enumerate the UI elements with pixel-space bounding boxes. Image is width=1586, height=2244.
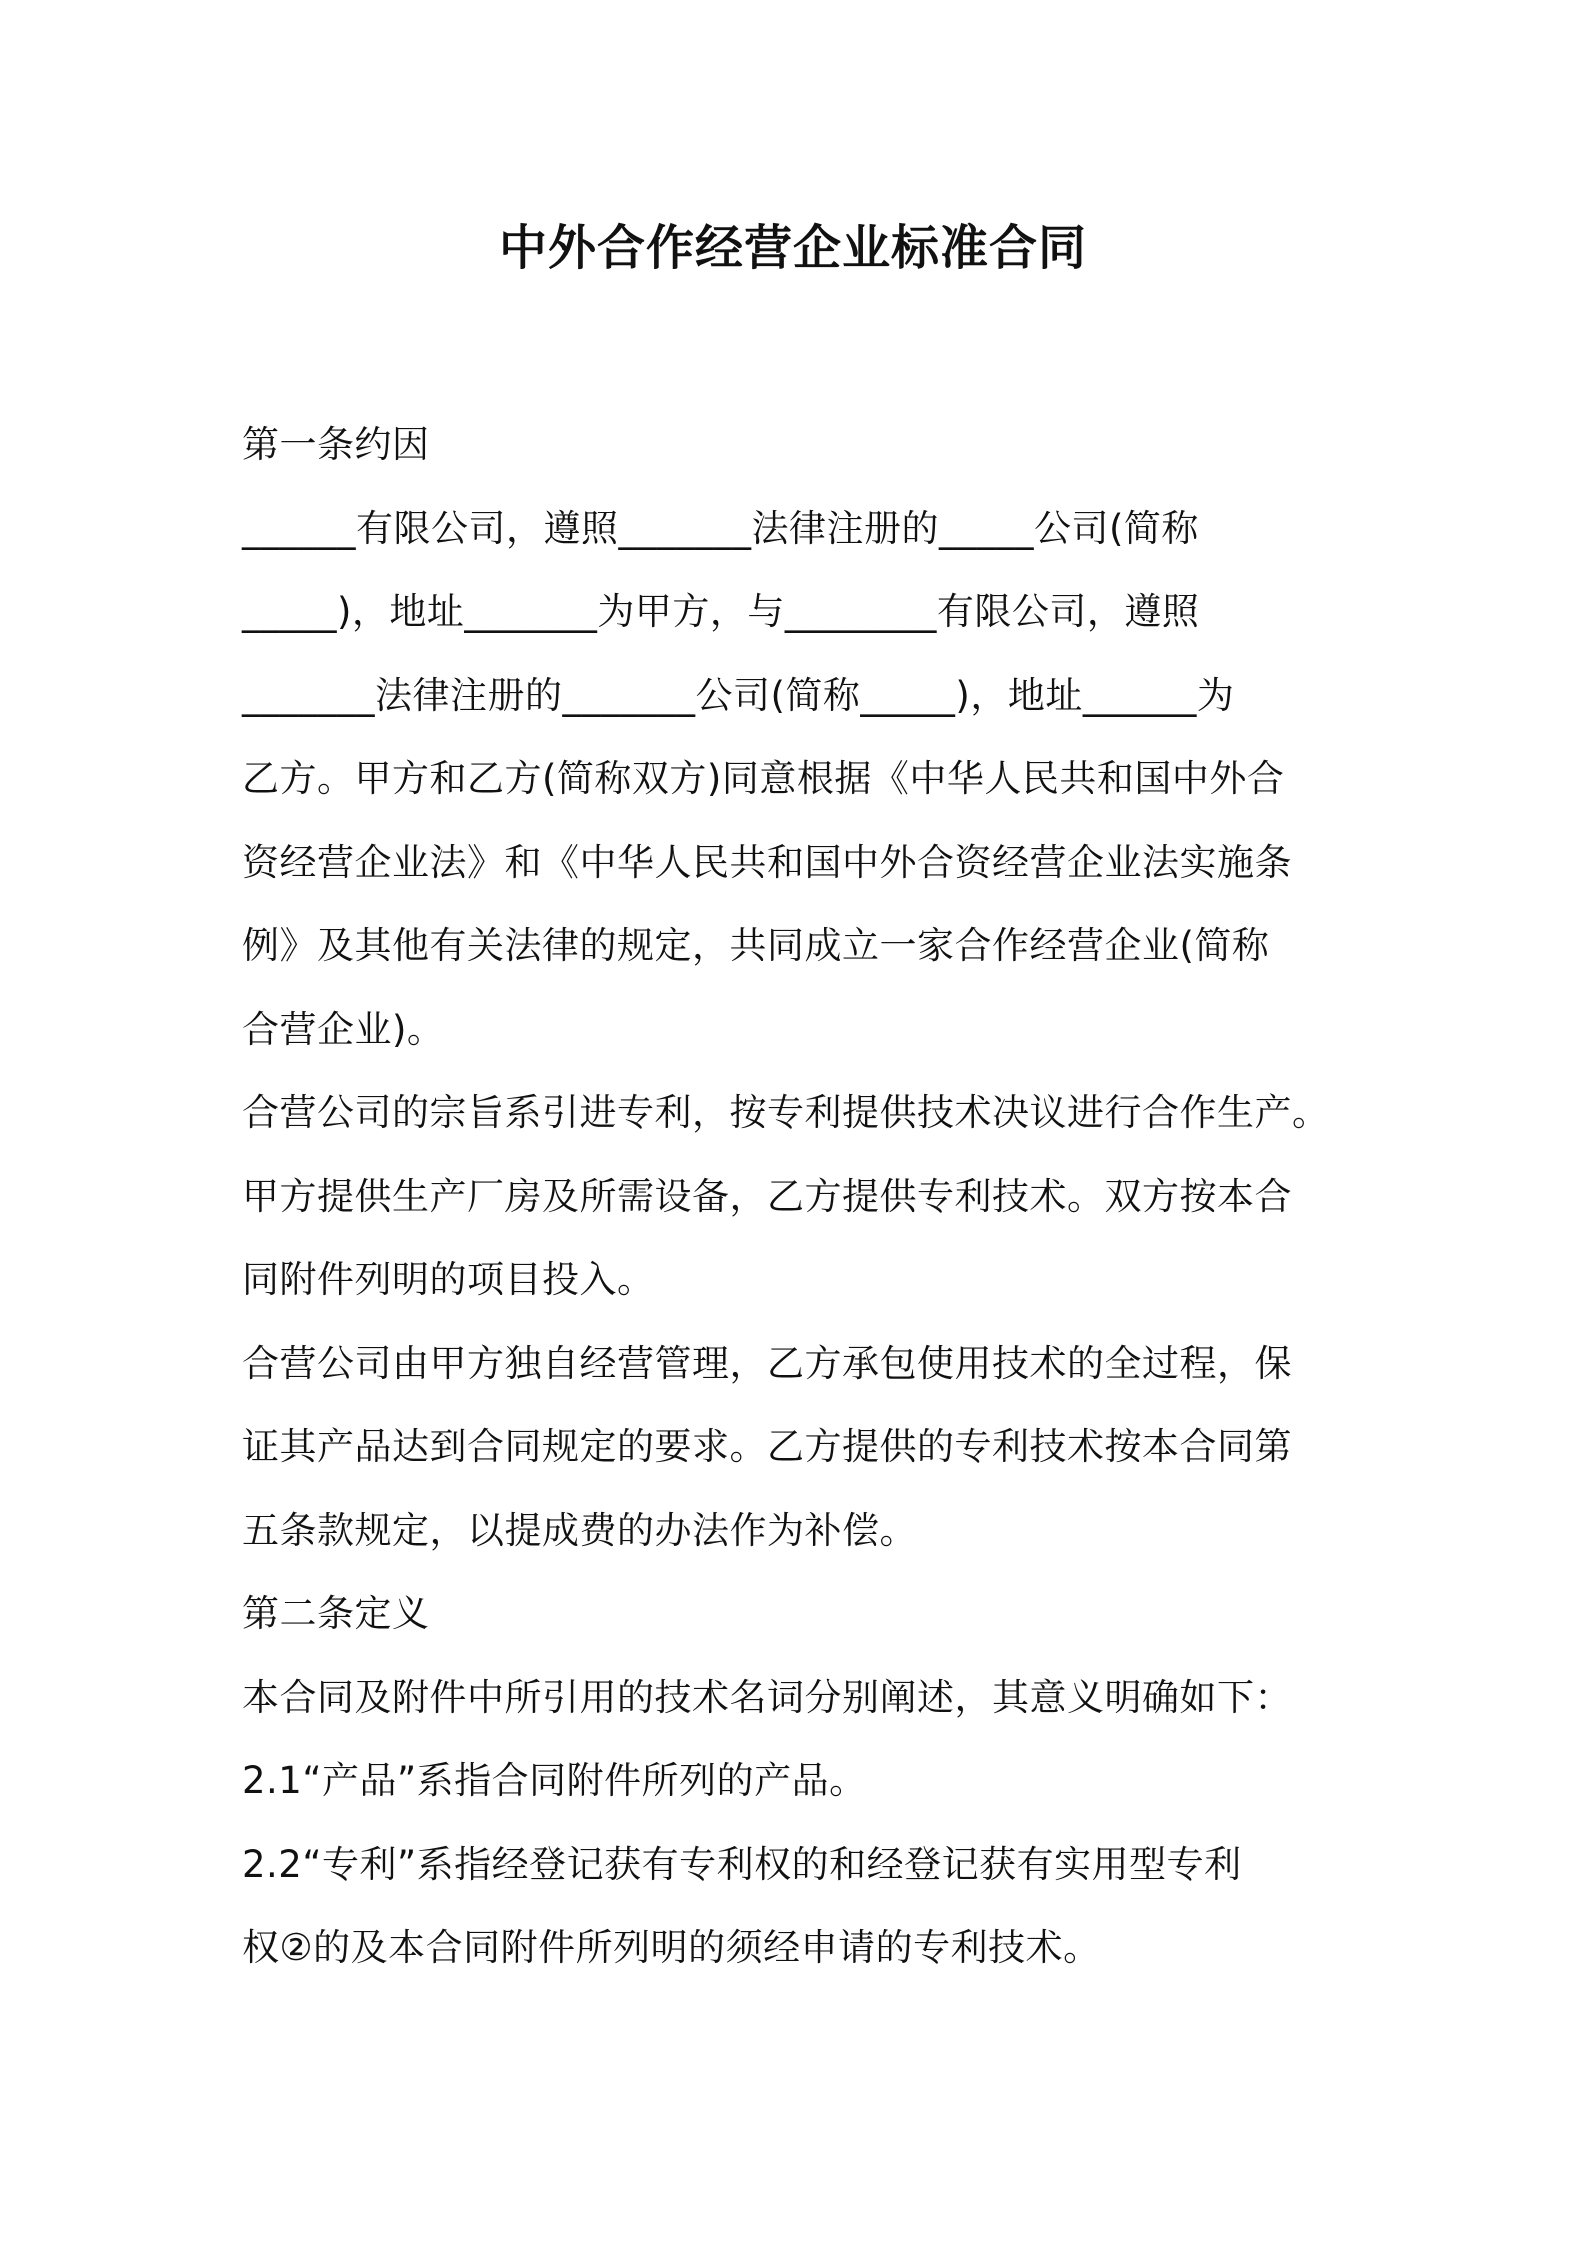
paragraph-line: 五条款规定，以提成费的办法作为补偿。 (242, 1508, 917, 1552)
article-1-heading: 第一条约因 (242, 423, 430, 466)
paragraph-line: 合营公司由甲方独自经营管理，乙方承包使用技术的全过程，保 (242, 1341, 1292, 1385)
paragraph-line: 甲方提供生产厂房及所需设备，乙方提供专利技术。双方按本合 (242, 1174, 1292, 1218)
paragraph-line: _______法律注册的_______公司(简称_____)，地址______为 (242, 673, 1235, 717)
article-2-heading: 第二条定义 (242, 1592, 430, 1635)
paragraph-line: ______有限公司，遵照_______法律注册的_____公司(简称 (242, 506, 1199, 550)
paragraph-line: _____)，地址_______为甲方，与________有限公司，遵照 (242, 590, 1200, 633)
document-title: 中外合作经营企业标准合同 (498, 220, 1087, 276)
paragraph-line: 证其产品达到合同规定的要求。乙方提供的专利技术按本合同第 (242, 1425, 1292, 1468)
definition-2-2: 2.2“专利”系指经登记获有专利权的和经登记获有实用型专利 (242, 1842, 1242, 1886)
paragraph-line: 权②的及本合同附件所列明的须经申请的专利技术。 (242, 1926, 1101, 1969)
definition-2-1: 2.1“产品”系指合同附件所列的产品。 (242, 1759, 867, 1802)
document-body (242, 403, 1372, 1990)
paragraph-line: 合营企业)。 (242, 1007, 445, 1051)
paragraph-line: 合营公司的宗旨系引进专利，按专利提供技术决议进行合作生产。 (242, 1091, 1330, 1134)
paragraph-line: 同附件列明的项目投入。 (242, 1258, 655, 1301)
paragraph-line: 乙方。甲方和乙方(简称双方)同意根据《中华人民共和国中外合 (242, 757, 1285, 800)
paragraph-line: 资经营企业法》和《中华人民共和国中外合资经营企业法实施条 (242, 840, 1292, 884)
paragraph-line: 例》及其他有关法律的规定，共同成立一家合作经营企业(简称 (242, 924, 1270, 967)
paragraph-line: 本合同及附件中所引用的技术名词分别阐述，其意义明确如下： (242, 1675, 1292, 1719)
